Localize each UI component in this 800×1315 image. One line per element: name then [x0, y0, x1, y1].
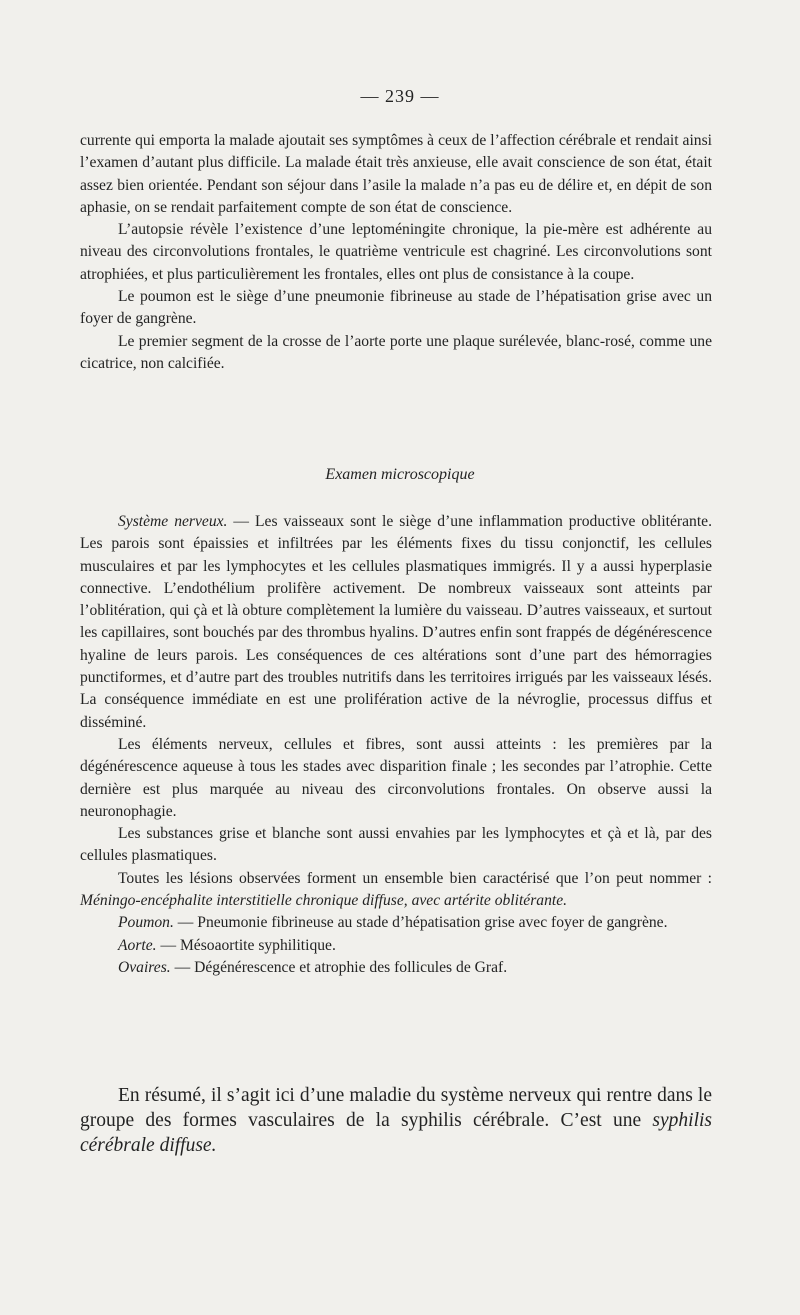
paragraph-aorte	[80, 935, 712, 957]
paragraph-ovaires	[80, 957, 712, 979]
paragraph-aorta: Le premier segment de la crosse de l’aorte porte une plaque surélevée, blanc-rosé, comme une cicatrice, non calcifiée.	[80, 332, 712, 372]
summary-block	[80, 1083, 712, 1158]
label-nervous-system: Système nerveux.	[118, 513, 228, 530]
text-summary: En résumé, il s’agit ici d’une maladie du système nerveux qui rentre dans le groupe des formes vasculaires de la syphilis cérébrale. C’est une	[80, 1085, 712, 1131]
paragraph-nerve-elements: Les éléments nerveux, cellules et fibres, sont aussi atteints : les premières par la dégénérescence aqueuse à tous les stades avec disparition finale ; les secondes par l’atrophie. Cette dernière est plus marquée au niveau des circonvolutions frontales. On observe aussi la neuronophagie.	[80, 735, 712, 820]
text-nervous-system: — Les vaisseaux sont le siège d’une inflammation productive oblitérante. Les parois sont épaissies et infiltrées par les éléments fixes du tissu conjonctif, les cellules musculaires et par les lymphocytes et les cellules plasmatiques immigrés. Il y a aussi hyperplasie connective. L’endothélium prolifère activement. De nombreux vaisseaux sont atteints par l’oblitération, qui çà et là obture complètement la lumière du vaisseau. D’autres vaisseaux, et surtout les capillaires, sont bouchés par des thrombus hyalins. D’autres enfin sont frappés de dégénérescence hyaline de leurs parois. Les conséquences de ces altérations sont d’une part des hémorragies punctiformes, et d’autre part des troubles nutritifs dans les territoires irrigués par les vaisseaux lésés. La conséquence immédiate en est une prolifération active de la névroglie, processus diffus et disséminé.	[80, 513, 712, 731]
paragraph-nervous-system	[80, 511, 712, 734]
text-poumon: — Pneumonie fibrineuse au stade d’hépatisation grise avec foyer de gangrène.	[173, 914, 668, 932]
paragraph-lung: Le poumon est le siège d’une pneumonie fibrineuse au stade de l’hépatisation grise avec un foyer de gangrène.	[80, 288, 712, 328]
text-aorte: — Mésoaortite syphilitique.	[156, 936, 336, 954]
text-lesions: Toutes les lésions observées forment un ensemble bien caractérisé que l’on peut nommer :	[118, 869, 712, 887]
diagnosis-lesions: Méningo-encéphalite interstitielle chronique diffuse, avec artérite oblitérante.	[80, 892, 568, 910]
paragraph-summary	[80, 1083, 712, 1158]
label-ovaires: Ovaires.	[118, 958, 171, 976]
paragraph-continuation: currente qui emporta la malade ajoutait ses symptômes à ceux de l’affection cérébrale et rendait ainsi l’examen d’autant plus difficile. La malade était très anxieuse, elle avait conscience de son état, était assez bien orientée. Pendant son séjour dans l’asile la malade n’a pas eu de délire et, en dépit de son aphasie, on se rendait parfaitement compte de son état de conscience.	[80, 132, 712, 216]
page-number: — 239 —	[360, 86, 440, 106]
summary-diagnosis: syphilis cérébrale diffuse.	[80, 1110, 712, 1156]
text-block-top	[80, 130, 712, 375]
paragraph-lesions	[80, 868, 712, 913]
text-block-microscopic	[80, 511, 712, 979]
paragraph-substances: Les substances grise et blanche sont aussi envahies par les lymphocytes et çà et là, par des cellules plasmatiques.	[80, 825, 712, 865]
paragraph-poumon	[80, 912, 712, 934]
paragraph-autopsy: L’autopsie révèle l’existence d’une leptoméningite chronique, la pie-mère est adhérente au niveau des circonvolutions frontales, le quatrième ventricule est chagriné. Les circonvolutions sont atrophiées, et plus particulièrement les frontales, elles ont plus de consistance à la coupe.	[80, 221, 712, 283]
section-heading: Examen microscopique	[325, 466, 475, 483]
label-aorte: Aorte.	[118, 936, 157, 954]
label-poumon: Poumon.	[118, 914, 174, 932]
text-ovaires: — Dégénérescence et atrophie des follicules de Graf.	[170, 958, 508, 976]
